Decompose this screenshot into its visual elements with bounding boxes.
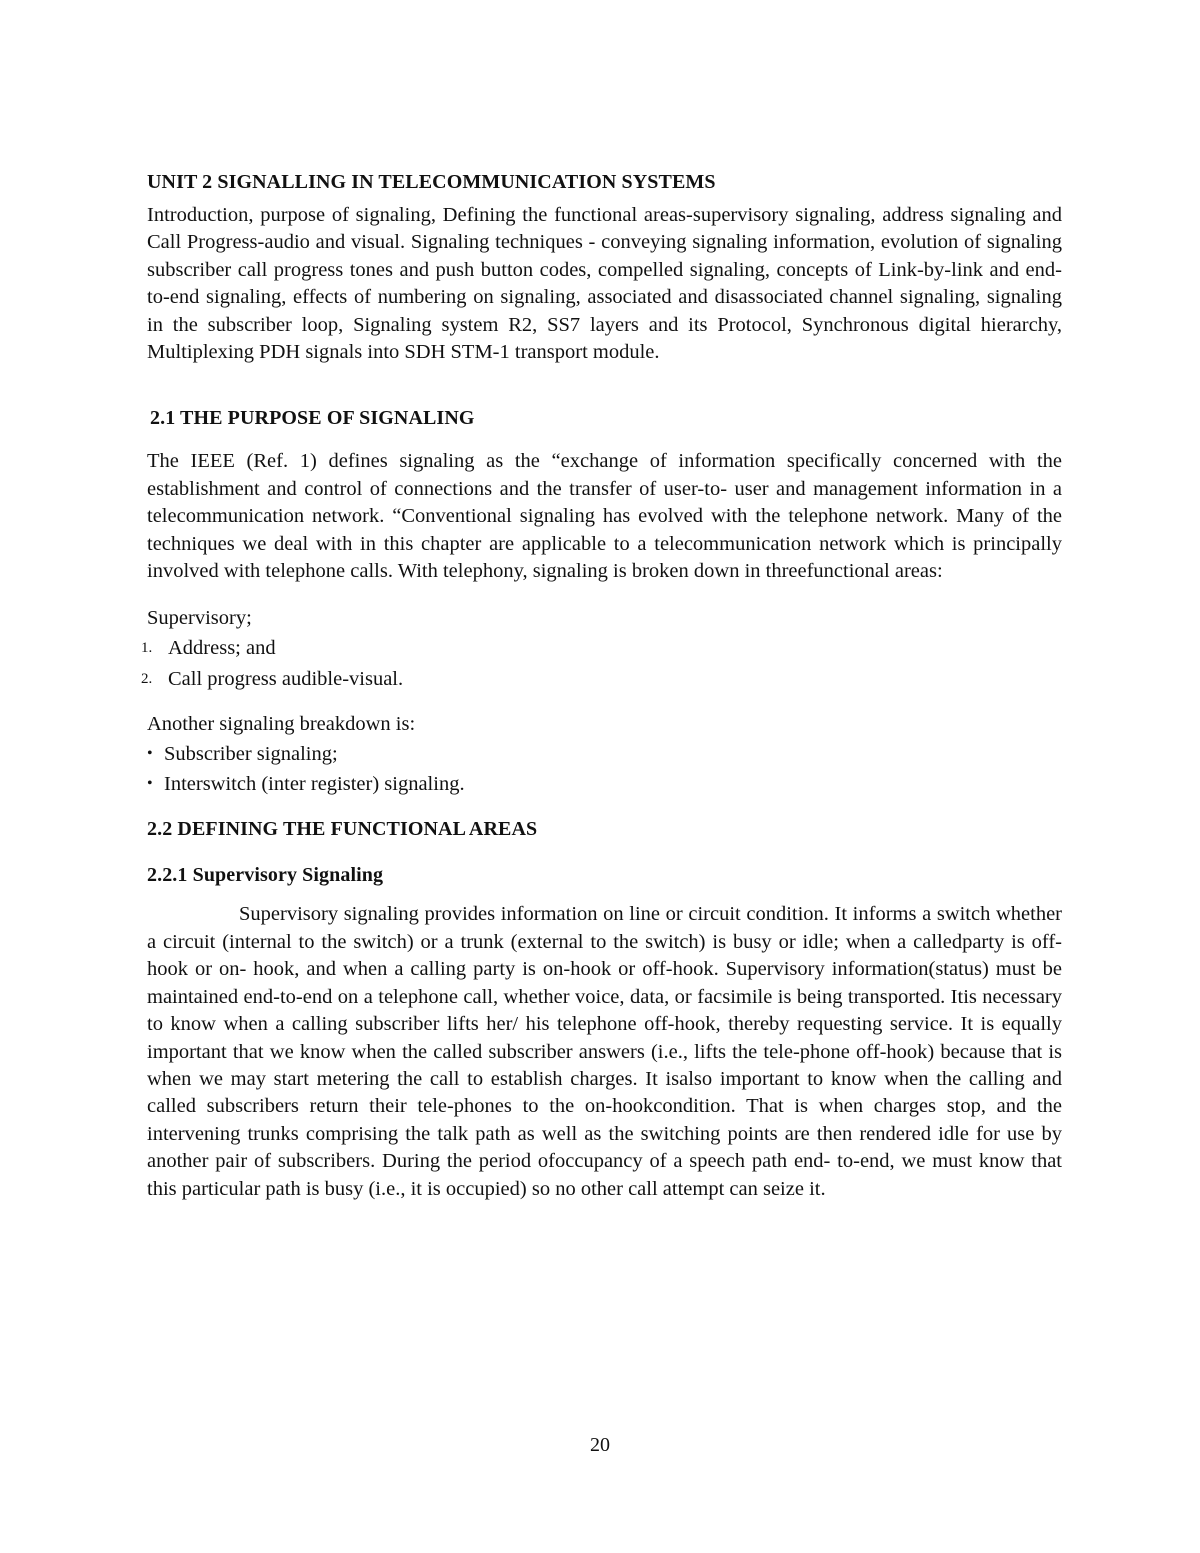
list-item-text: Call progress audible-visual. [168, 668, 404, 691]
list-item-number: 1. [141, 640, 153, 657]
bullet-item: • Interswitch (inter register) signaling. [147, 769, 1062, 799]
page-number: 20 [590, 1434, 610, 1456]
purpose-paragraph: The IEEE (Ref. 1) defines signaling as the “exchange of information specifically concerned with the establishment and control of connections and the transfer of user-to- user and management information in a telecommunication network. “Conventional signaling has evolved with the telephone network. Many of the techniques we deal with in this chapter are applicable to a telecommunication network which is principally involved with telephone calls. With telephony, signaling is broken down in threefunctional areas: [147, 450, 1062, 583]
list-item-text: Address; and [168, 637, 276, 660]
section-2-2-1-heading: 2.2.1 Supervisory Signaling [147, 864, 384, 887]
bullet-item: • Subscriber signaling; [147, 739, 1062, 769]
functional-areas-list [141, 633, 1062, 695]
list-item [141, 633, 1062, 664]
breakdown-intro: Another signaling breakdown is: [147, 713, 416, 736]
list-item-number: 2. [141, 671, 153, 688]
breakdown-list [147, 739, 1062, 799]
unit-title: UNIT 2 SIGNALLING IN TELECOMMUNICATION SYSTEMS [147, 171, 716, 193]
functional-area-supervisory: Supervisory; [147, 607, 252, 630]
page-content [141, 168, 1062, 1203]
supervisory-paragraph: Supervisory signaling provides information on line or circuit condition. It informs a switch whether a circuit (internal to the switch) or a trunk (external to the switch) is busy or idle; when a calledparty is off-hook or on- hook, and when a calling party is on-hook or off-hook. Supervisory information(status) must be maintained end-to-end on a telephone call, whether voice, data, or facsimile is being transported. Itis necessary to know when a calling subscriber lifts her/ his telephone off-hook, thereby requesting service. It is equally important that we know when the called subscriber answers (i.e., lifts the tele-phone off-hook) because that is when we may start metering the call to establish charges. It isalso important to know when the calling and called subscribers return their tele-phones to the on-hookcondition. That is when charges stop, and the intervening trunks comprising the talk path as well as the switching points are then rendered idle for use by another pair of subscribers. During the period ofoccupancy of a speech path end- to-end, we must know that this particular path is busy (i.e., it is occupied) so no other call attempt can seize it. [147, 903, 1062, 1200]
section-2-1-heading: 2.1 THE PURPOSE OF SIGNALING [150, 407, 475, 430]
section-2-2-heading: 2.2 DEFINING THE FUNCTIONAL AREAS [147, 818, 538, 841]
intro-paragraph: Introduction, purpose of signaling, Defining the functional areas-supervisory signaling, address signaling and Call Progress-audio and visual. Signaling techniques - conveying signaling information, evolution of signaling subscriber call progress tones and push button codes, compelled signaling, concepts of Link-by-link and end-to-end signaling, effects of numbering on signaling, associated and disassociated channel signaling, signaling in the subscriber loop, Signaling system R2, SS7 layers and its Protocol, Synchronous digital hierarchy, Multiplexing PDH signals into SDH STM-1 transport module. [147, 204, 1062, 364]
list-item [141, 664, 1062, 695]
